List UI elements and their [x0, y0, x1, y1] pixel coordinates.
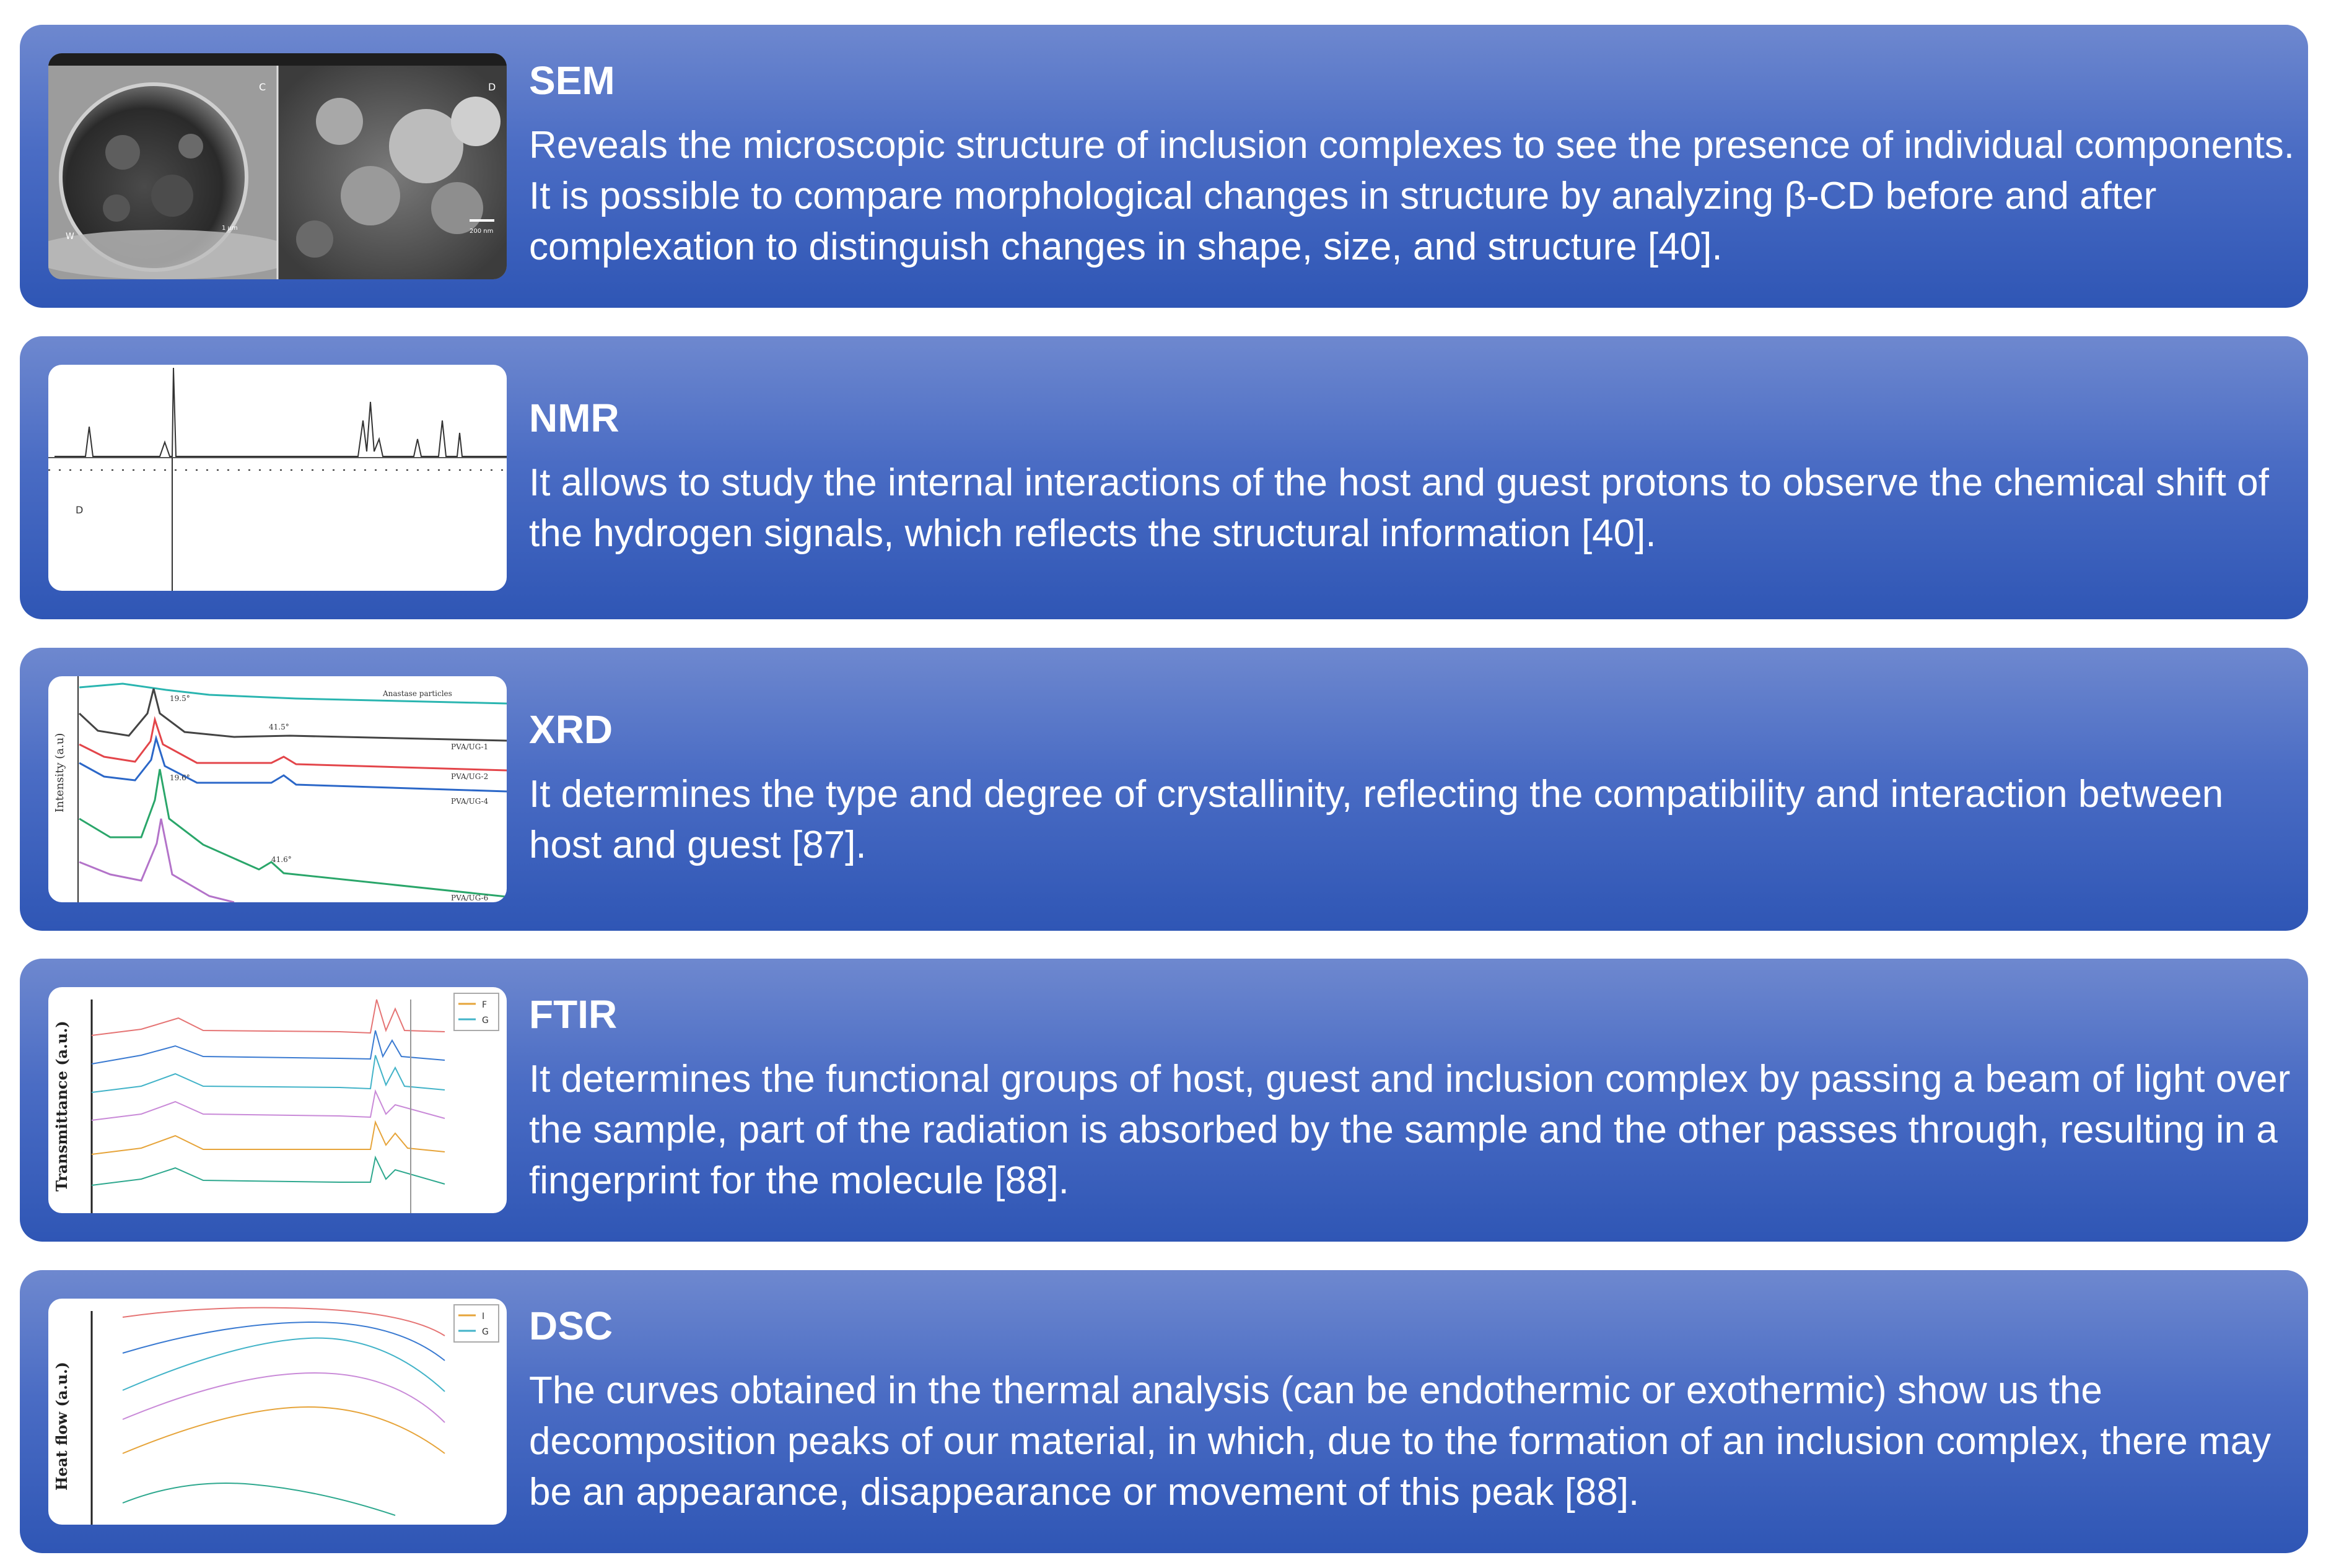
- xrd-ylabel: Intensity (a.u): [53, 733, 66, 812]
- sem-scale-left: 1 µm: [222, 225, 238, 232]
- xrd-peak-195: 19.5°: [170, 694, 190, 703]
- sem-label-w: W: [66, 232, 74, 242]
- panel-description-nmr: It allows to study the internal interactions of the host and guest protons to observe the chemical shift of the hydrogen signals, which reflects the structural information [40].: [529, 461, 2269, 555]
- xrd-series-ug2: PVA/UG-2: [451, 772, 489, 781]
- panel-title-ftir: FTIR: [529, 992, 618, 1037]
- nmr-label-d: D: [76, 504, 84, 516]
- xrd-series-anastase: Anastase particles: [383, 689, 452, 698]
- xrd-series-ug1: PVA/UG-1: [451, 743, 489, 751]
- panel-xrd: [20, 648, 2308, 931]
- nmr-spectrum-image: [48, 365, 507, 591]
- dsc-legend-g: G: [482, 1327, 489, 1337]
- panel-description-dsc: The curves obtained in the thermal analysis (can be endothermic or exothermic) show us the decomposition peaks of our material, in which, due to the formation of an inclusion complex, there may be an appearance, disappearance or movement of this peak [88].: [529, 1369, 2272, 1514]
- dsc-thermogram-image: [48, 1299, 507, 1525]
- dsc-ylabel: Heat flow (a.u.): [53, 1362, 71, 1491]
- sem-label-d: D: [488, 81, 496, 93]
- panel-description-xrd: It determines the type and degree of crystallinity, reflecting the compatibility and interaction between host and guest [87].: [529, 773, 2224, 866]
- panel-description-sem: Reveals the microscopic structure of inclusion complexes to see the presence of individual components. It is possible to compare morphological changes in structure by analyzing β-CD before and after complexation to distinguish changes in shape, size, and structure [40].: [529, 124, 2295, 268]
- dsc-legend-i: I: [482, 1312, 485, 1322]
- panel-dsc: [20, 1270, 2308, 1553]
- panel-sem: [20, 25, 2308, 308]
- xrd-peak-415: 41.5°: [269, 723, 289, 731]
- panel-title-xrd: XRD: [529, 707, 613, 752]
- xrd-peak-196: 19.6°: [170, 773, 190, 782]
- sem-scale-right: 200 nm: [470, 228, 494, 235]
- xrd-series-ug6: PVA/UG-6: [451, 894, 489, 902]
- sem-label-c: C: [259, 81, 266, 93]
- ftir-spectrum-image: [48, 987, 507, 1213]
- panel-ftir: [20, 959, 2308, 1242]
- xrd-peak-416: 41.6°: [271, 855, 292, 864]
- panel-title-sem: SEM: [529, 58, 615, 103]
- ftir-legend-f: F: [482, 1000, 488, 1010]
- panel-description-ftir: It determines the functional groups of host, guest and inclusion complex by passing a beam of light over the sample, part of the radiation is absorbed by the sample and the other passes through, resulting in a fingerprint for the molecule [88].: [529, 1058, 2291, 1202]
- xrd-series-ug4: PVA/UG-4: [451, 797, 489, 806]
- xrd-pattern-image: [48, 676, 507, 902]
- panel-title-nmr: NMR: [529, 396, 619, 440]
- ftir-ylabel: Transmittance (a.u.): [53, 1021, 71, 1191]
- panel-title-dsc: DSC: [529, 1304, 613, 1348]
- sem-micrograph-image: [48, 53, 507, 279]
- ftir-legend-g: G: [482, 1016, 489, 1026]
- panel-nmr: [20, 336, 2308, 619]
